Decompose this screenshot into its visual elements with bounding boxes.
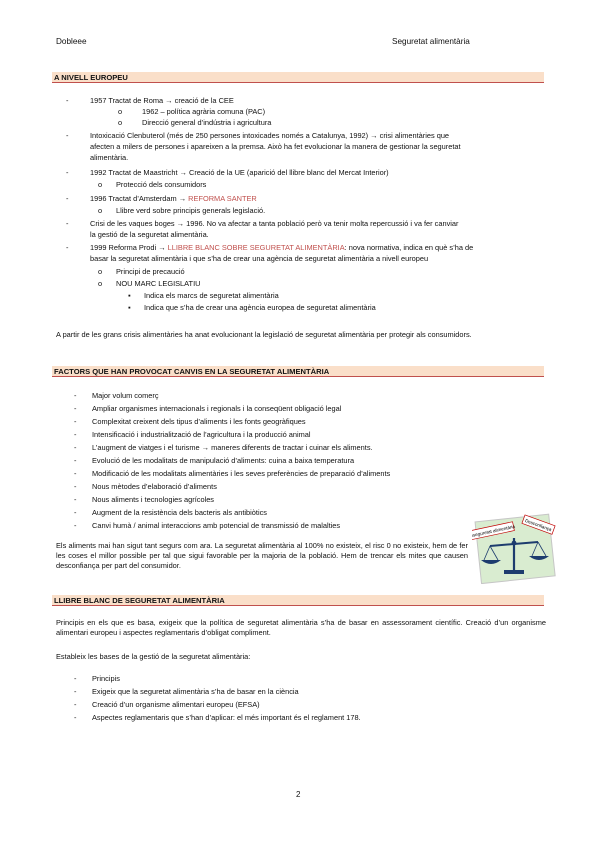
item-text: : nova normativa, indica en què s’ha de xyxy=(344,243,474,252)
list-item: Intensificació i industrialització de l’agricultura i la producció animal xyxy=(92,430,311,439)
list-item: Indica els marcs de seguretat alimentària xyxy=(144,291,279,300)
bullet-dash: - xyxy=(74,391,77,400)
list-item: Evolució de les modalitats de manipulació d’aliments: cuina a baixa temperatura xyxy=(92,456,355,465)
list-item: 1992 Tractat de Maastricht → Creació de la UE (aparició del llibre blanc del Mercat Interior) xyxy=(90,168,389,177)
list-item: alimentària. xyxy=(90,153,129,162)
list-item: Nous aliments i tecnologies agrícoles xyxy=(92,495,215,504)
image-label-desconfianca: Desconfiança xyxy=(524,517,553,533)
bullet-dash: - xyxy=(66,194,69,203)
scale-image xyxy=(472,512,556,584)
paragraph: Estableix les bases de la gestió de la seguretat alimentària: xyxy=(56,652,251,661)
item-text: 1999 Reforma Prodi → xyxy=(90,243,168,252)
section-title-llibre-blanc: LLIBRE BLANC DE SEGURETAT ALIMENTÀRIA xyxy=(52,595,544,606)
bullet-dash: - xyxy=(66,219,69,228)
bullet-circle: o xyxy=(118,118,123,127)
bullet-circle: o xyxy=(98,206,103,215)
list-item: Canvi humà / animal interaccions amb potencial de transmissió de malalties xyxy=(92,521,341,530)
list-item: Principis xyxy=(92,674,120,683)
list-item: Crisi de les vaques boges → 1996. No va afectar a tanta població però va tenir molta repercussió i va fer canviar xyxy=(90,219,459,228)
section-title-factors: FACTORS QUE HAN PROVOCAT CANVIS EN LA SEGURETAT ALIMENTÀRIA xyxy=(52,366,544,377)
list-item: Complexitat creixent dels tipus d’aliments i les fonts geogràfiques xyxy=(92,417,306,426)
list-item: Modificació de les modalitats alimentàries i les seves preferències de preparació d’aliments xyxy=(92,469,391,478)
list-item: 1957 Tractat de Roma → creació de la CEE xyxy=(90,96,234,105)
list-item: Major volum comerç xyxy=(92,391,159,400)
paragraph: Els aliments mai han sigut tant segurs com ara. La seguretat alimentària al 100% no existeix, el risc 0 no existeix, hem de fer les coses el millor possible per tal que sigui favorable per la majoria de la població. Hem de trencar els mites que causen desconfiança per part del consumidor. xyxy=(56,541,468,570)
list-item: Creació d’un organisme alimentari europeu (EFSA) xyxy=(92,700,260,709)
bullet-dash: - xyxy=(74,700,77,709)
list-item: basar la seguretat alimentària i que s’ha de crear una agència de seguretat alimentària a nivell europeu xyxy=(90,254,429,263)
bullet-square: ▪ xyxy=(128,303,131,312)
bullet-circle: o xyxy=(118,107,123,116)
bullet-dash: - xyxy=(74,404,77,413)
paragraph: A partir de les grans crisis alimentàries ha anat evolucionant la legislació de seguretat alimentària per protegir als consumidors. xyxy=(56,330,472,339)
list-item: NOU MARC LEGISLATIU xyxy=(116,279,201,288)
image-label-inseguretat: Inseguretat alimentària xyxy=(472,523,516,539)
list-item: Direcció general d’indústria i agricultura xyxy=(142,118,272,127)
list-item: Principi de precaució xyxy=(116,267,185,276)
bullet-dash: - xyxy=(74,687,77,696)
item-text: 1996 Tractat d’Amsterdam → xyxy=(90,194,189,203)
list-item xyxy=(90,194,257,204)
llibre-blanc-highlight: LLIBRE BLANC SOBRE SEGURETAT ALIMENTÀRIA xyxy=(167,243,345,252)
bullet-dash: - xyxy=(74,713,77,722)
bullet-dash: - xyxy=(74,508,77,517)
header-left: Dobleee xyxy=(56,37,87,46)
bullet-dash: - xyxy=(66,131,69,140)
bullet-dash: - xyxy=(66,96,69,105)
bullet-circle: o xyxy=(98,279,103,288)
bullet-dash: - xyxy=(74,456,77,465)
bullet-dash: - xyxy=(74,430,77,439)
bullet-dash: - xyxy=(74,469,77,478)
bullet-dash: - xyxy=(74,482,77,491)
list-item: Intoxicació Clenbuterol (més de 250 persones intoxicades només a Catalunya, 1992) → crisi alimentàries que xyxy=(90,131,450,140)
list-item: Aspectes reglamentaris que s’han d’aplicar: el més important és el reglament 178. xyxy=(92,713,361,722)
bullet-dash: - xyxy=(66,168,69,177)
list-item: afecten a milers de persones i apareixen a la premsa. Això ha fet evolucionar la manera de gestionar la seguretat xyxy=(90,142,461,151)
list-item: L’augment de viatges i el turisme → maneres diferents de tractar i cuinar els aliments. xyxy=(92,443,373,452)
bullet-dash: - xyxy=(74,443,77,452)
bullet-circle: o xyxy=(98,180,103,189)
list-item: Exigeix que la seguretat alimentària s’ha de basar en la ciència xyxy=(92,687,299,696)
list-item xyxy=(90,243,473,253)
page-number: 2 xyxy=(296,790,301,799)
bullet-dash: - xyxy=(74,521,77,530)
bullet-dash: - xyxy=(74,417,77,426)
list-item: Ampliar organismes internacionals i regionals i la conseqüent obligació legal xyxy=(92,404,342,413)
bullet-circle: o xyxy=(98,267,103,276)
list-item: Nous mètodes d’elaboració d’aliments xyxy=(92,482,217,491)
list-item: Indica que s’ha de crear una agència europea de seguretat alimentària xyxy=(144,303,376,312)
bullet-dash: - xyxy=(74,674,77,683)
section-title-europe: A NIVELL EUROPEU xyxy=(52,72,544,83)
list-item: Llibre verd sobre principis generals legislació. xyxy=(116,206,266,215)
paragraph: Principis en els que es basa, exigeix que la política de seguretat alimentària s’ha de basar en assessorament científic. Creació d’un organisme alimentari europeu i aspectes reglamentaris d’obligat compliment. xyxy=(56,618,546,637)
list-item: la gestió de la seguretat alimentària. xyxy=(90,230,209,239)
list-item: Protecció dels consumidors xyxy=(116,180,207,189)
header-right: Seguretat alimentària xyxy=(392,37,470,46)
bullet-dash: - xyxy=(66,243,69,252)
bullet-dash: - xyxy=(74,495,77,504)
list-item: Augment de la resistència dels bacteris als antibiòtics xyxy=(92,508,268,517)
reform-santer-highlight: REFORMA SANTER xyxy=(188,194,257,203)
bullet-square: ▪ xyxy=(128,291,131,300)
list-item: 1962 – política agrària comuna (PAC) xyxy=(142,107,266,116)
